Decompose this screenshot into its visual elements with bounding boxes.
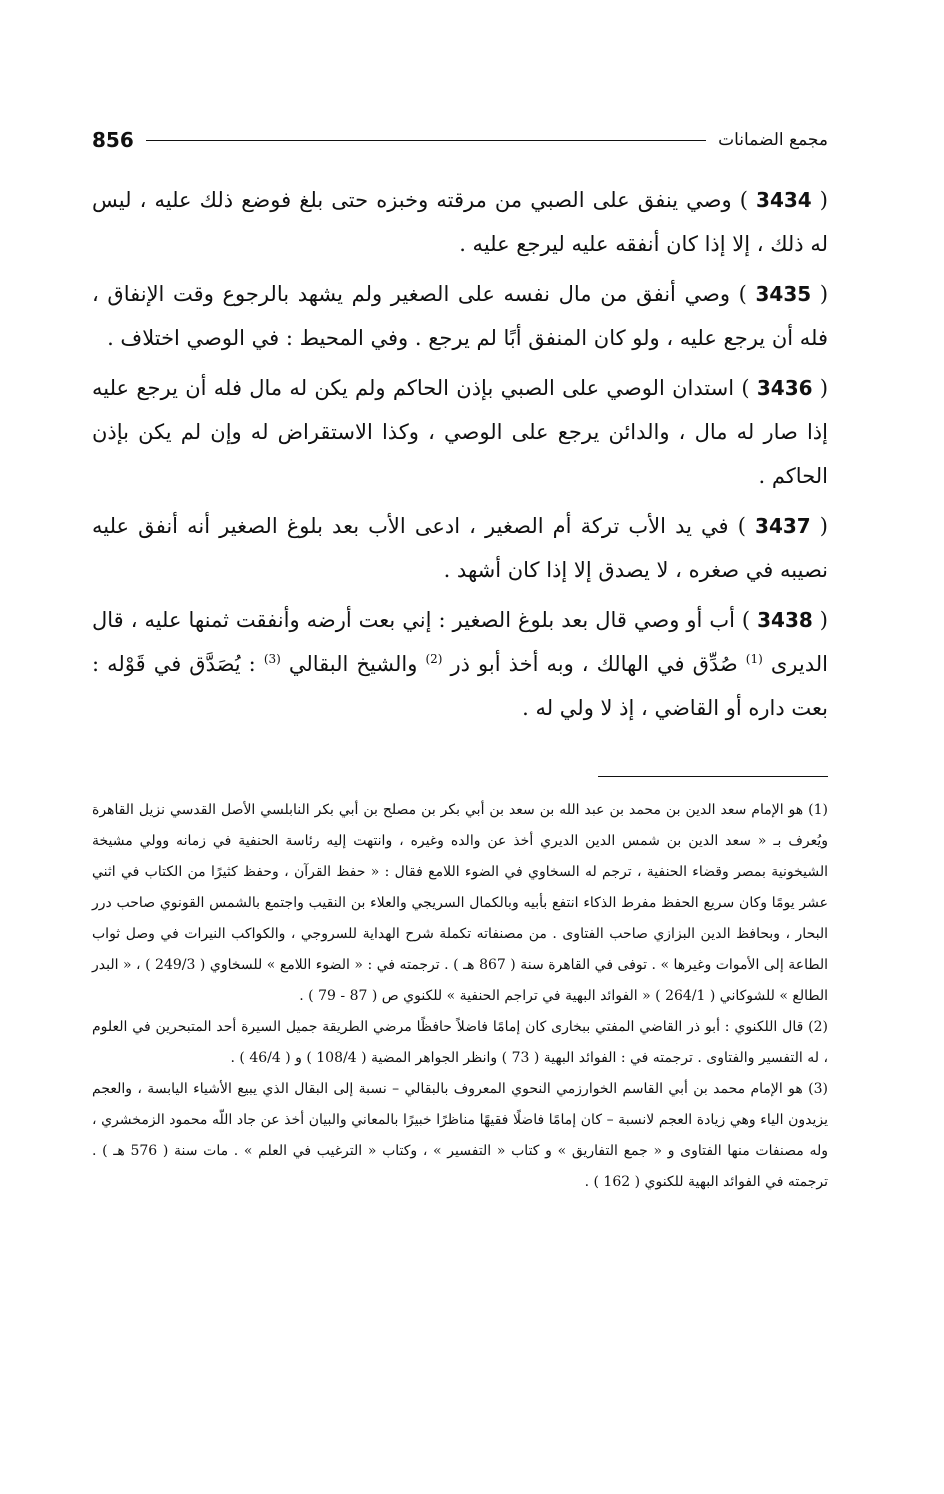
footnote-marker: (2)	[808, 1019, 828, 1035]
entry-text: وصي أنفق من مال نفسه على الصغير ولم يشهد بالرجوع وقت الإنفاق ، فله أن يرجع عليه ، ولو كان المنفق أبًا لم يرجع . وفي المحيط : في الوصي اختلاف .	[92, 282, 828, 350]
entry-3434: ( 3434 ) وصي ينفق على الصبي من مرقته وخبزه حتى بلغ فوضع ذلك عليه ، ليس له ذلك ، إلا إذا كان أنفقه عليه ليرجع عليه .	[92, 188, 828, 256]
footnote-3	[92, 1074, 828, 1198]
entry-text: وصي ينفق على الصبي من مرقته وخبزه حتى بلغ فوضع ذلك عليه ، ليس له ذلك ، إلا إذا كان أنفقه عليه ليرجع عليه .	[92, 188, 828, 256]
running-header	[92, 120, 828, 160]
page-number: 856	[92, 128, 134, 152]
entry-text: في يد الأب تركة أم الصغير ، ادعى الأب بعد بلوغ الصغير أنه أنفق عليه نصيبه في صغره ، لا يصدق إلا إذا كان أشهد .	[92, 514, 828, 582]
footnote-separator-wrap	[92, 736, 828, 795]
footnote-text: هو الإمام سعد الدين بن محمد بن عبد الله بن سعد بن أبي بكر بن مصلح بن أبي بكر النابلسي الأصل القدسي نزيل القاهرة ويُعرف بـ « سعد الدين بن شمس الدين الديري أخذ عن والده وغيره ، وانتهت إليه رئاسة الحنفية في زمانه وولي مشيخة الشيخونية بمصر وقضاء الحنفية ، ترجم له السخاوي في الضوء اللامع فقال : « حفظ القرآن ، وحفظ كثيرًا من الكتاب في اثني عشر يومًا وكان سريع الحفظ مفرط الذكاء انتفع بأبيه وبالكمال السريجي والعلاء بن النقيب واجتمع بالشمس القونوي صاحب درر البحار ، وبحافظ الدين البزازي صاحب الفتاوى . من مصنفاته تكملة شرح الهداية للسروجي ، والكواكب النيرات في وصل ثواب الطاعة إلى الأموات وغيرها » . توفى في القاهرة سنة ( 867 هـ ) . ترجمته في : « الضوء اللامع » للسخاوي ( 249/3 ) ، « البدر الطالع » للشوكاني ( 264/1 ) « الفوائد البهية في تراجم الحنفية » للكنوي ص ( 87 - 79 ) .	[92, 802, 828, 1004]
footnote-text: هو الإمام محمد بن أبي القاسم الخوارزمي النحوي المعروف بالبقالي – نسبة إلى البقال الذي يبيع الأشياء اليابسة ، والعجم يزيدون الياء وهي زيادة العجم لانسبة – كان إمامًا فاضلًا فقيهًا مناظرًا خبيرًا بالمعاني والبيان أخذ عن جاد اللّه محمود الزمخشري ، وله مصنفات منها الفتاوى و « جمع التفاريق » و كتاب « التفسير » ، وكتاب « الترغيب في العلم » . مات سنة ( 576 هـ ) . ترجمته في الفوائد البهية للكنوي ( 162 ) .	[92, 1081, 829, 1190]
footnote-2	[92, 1012, 828, 1074]
entry-3438: ( 3438 ) أب أو وصي قال بعد بلوغ الصغير : إني بعت أرضه وأنفقت ثمنها عليه ، قال الديرى $^{(1)}$ صُدِّق في الهالك ، وبه أخذ أبو ذر $^{(2)}$ والشيخ البقالي $^{(3)}$ : يُصَدَّق في قَوْله : بعت داره أو القاضي ، إذ لا ولي له .	[92, 608, 828, 720]
entry-text: : يُصَدَّق في قَوْله : بعت داره أو القاضي ، إذ لا ولي له .	[92, 652, 828, 720]
entry-number: 3437	[755, 514, 811, 538]
entry-text: والشيخ البقالي	[288, 652, 418, 676]
footnote-ref-1[interactable]: (1)	[745, 652, 763, 666]
entry-text: أب أو وصي قال بعد بلوغ الصغير : إني بعت أرضه وأنفقت ثمنها عليه ، قال الديرى	[92, 608, 828, 676]
footnote-marker: (1)	[808, 802, 829, 818]
entry-number: 3435	[755, 282, 812, 306]
header-title: مجمع الضمانات	[718, 130, 828, 150]
footnote-ref-2[interactable]: (2)	[425, 652, 443, 666]
entry-3437: ( 3437 ) في يد الأب تركة أم الصغير ، ادعى الأب بعد بلوغ الصغير أنه أنفق عليه نصيبه في صغره ، لا يصدق إلا إذا كان أشهد .	[92, 514, 829, 582]
entry-number: 3438	[757, 608, 813, 632]
entry-3435: ( 3435 ) وصي أنفق من مال نفسه على الصغير ولم يشهد بالرجوع وقت الإنفاق ، فله أن يرجع عليه ، ولو كان المنفق أبًا لم يرجع . وفي المحيط : في الوصي اختلاف .	[92, 282, 829, 350]
entry-number: 3436	[756, 376, 813, 400]
footnote-ref-3[interactable]: (3)	[263, 652, 281, 666]
entry-text: استدان الوصي على الصبي بإذن الحاكم ولم يكن له مال فله أن يرجع عليه إذا صار له مال ، والدائن يرجع على الوصي ، وكذا الاستقراض له وإن لم يكن بإذن الحاكم .	[92, 376, 828, 488]
document-page	[92, 120, 828, 1198]
entry-3436: ( 3436 ) استدان الوصي على الصبي بإذن الحاكم ولم يكن له مال فله أن يرجع عليه إذا صار له مال ، والدائن يرجع على الوصي ، وكذا الاستقراض له وإن لم يكن بإذن الحاكم .	[92, 376, 829, 488]
footnote-marker: (3)	[808, 1081, 829, 1097]
entry-number: 3434	[756, 188, 812, 212]
footnote-separator	[598, 776, 828, 777]
entry-text: صُدِّق في الهالك ، وبه أخذ أبو ذر	[450, 652, 738, 676]
footnotes	[92, 795, 828, 1198]
footnote-1	[92, 795, 828, 1012]
main-text	[92, 178, 828, 730]
footnote-text: قال اللكنوي : أبو ذر القاضي المفتي ببخارى كان إمامًا فاضلاً حافظًا مرضي الطريقة جميل السيرة أحد المتبحرين في العلوم ، له التفسير والفتاوى . ترجمته في : الفوائد البهية ( 73 ) وانظر الجواهر المضية ( 108/4 ) و ( 46/4 ) .	[92, 1019, 828, 1066]
header-rule	[146, 140, 706, 141]
